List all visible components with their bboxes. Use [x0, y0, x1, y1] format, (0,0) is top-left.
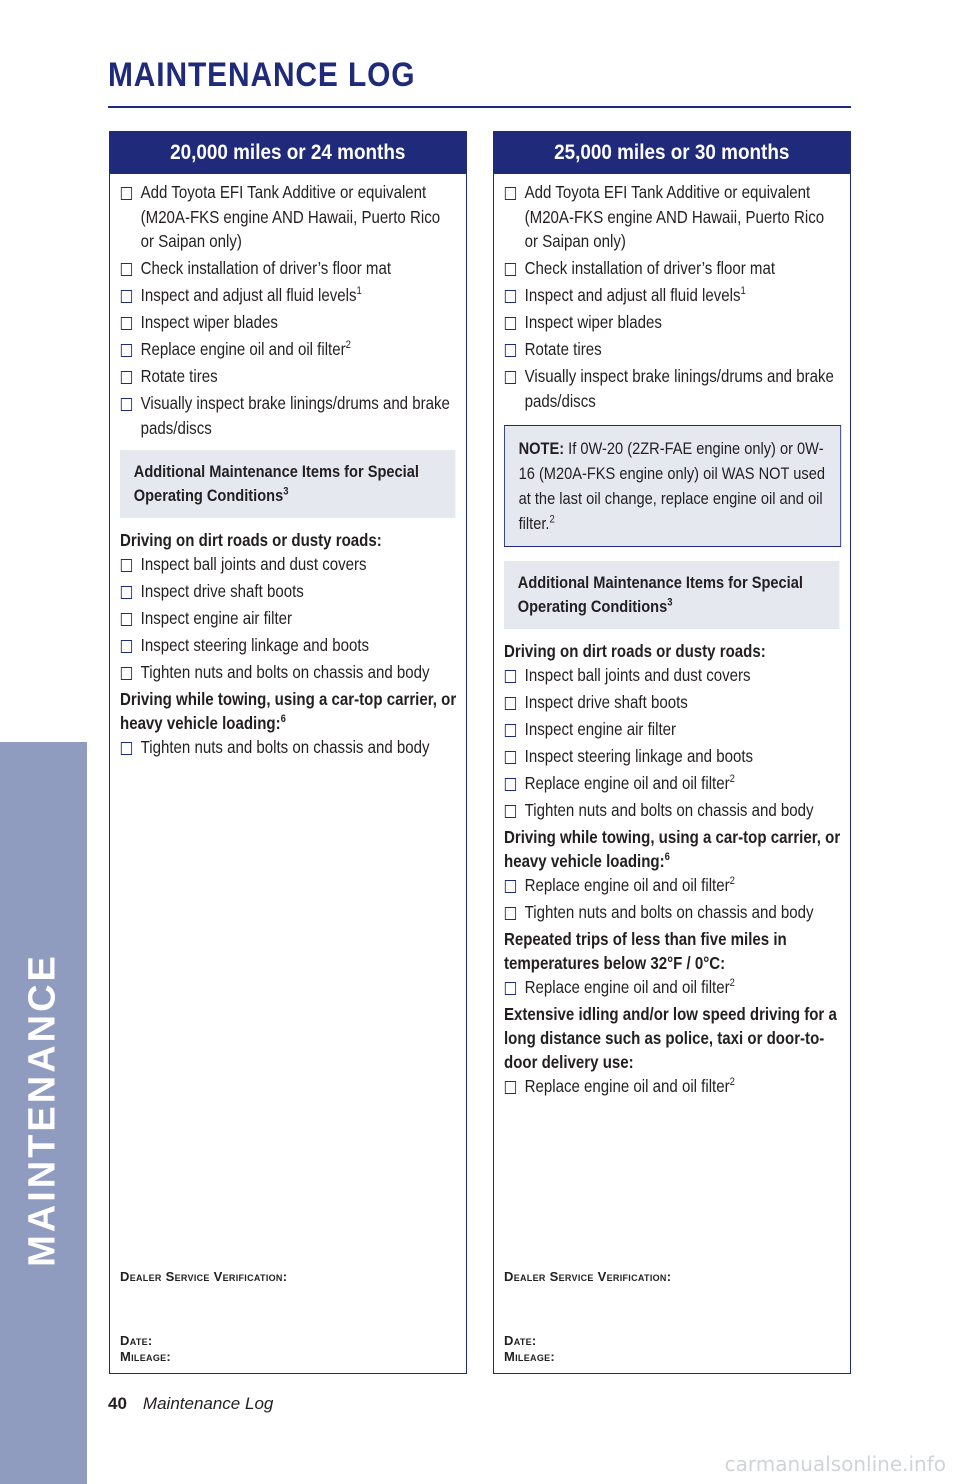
task-label: Rotate tires: [140, 366, 218, 386]
task-label: Inspect ball joints and dust covers: [524, 665, 751, 685]
task-label: Inspect engine air filter: [140, 608, 293, 628]
task-label: Rotate tires: [524, 339, 602, 359]
checkbox[interactable]: [121, 559, 132, 572]
footer-section-label: Maintenance Log: [142, 1394, 274, 1413]
checklist-item: [120, 256, 457, 281]
checkbox[interactable]: [505, 290, 516, 303]
checkbox[interactable]: [121, 263, 132, 276]
task-label: Tighten nuts and bolts on chassis and body: [140, 737, 430, 757]
task-label: Inspect ball joints and dust covers: [140, 554, 367, 574]
special-conditions-panel: [120, 450, 455, 518]
special-conditions-title: Additional Maintenance Items for Special Operating Conditions: [517, 573, 803, 616]
checkbox[interactable]: [505, 982, 516, 995]
checklist-item: [504, 798, 841, 823]
condition-heading-towing: [120, 687, 457, 735]
note-text: If 0W-20 (2ZR-FAE engine only) or 0W-16 (M20A-FKS engine only) oil WAS NOT used at the last oil change, replace engine oil and oil filter.: [518, 439, 825, 533]
checkbox[interactable]: [505, 187, 516, 200]
checkbox[interactable]: [505, 697, 516, 710]
checkbox[interactable]: [505, 751, 516, 764]
checklist-item: [504, 1074, 841, 1099]
card-header: [110, 132, 466, 174]
task-label: Inspect engine air filter: [524, 719, 677, 739]
service-card-25000: [493, 131, 851, 1374]
footnote-ref: 6: [664, 851, 670, 864]
checkbox[interactable]: [121, 613, 132, 626]
checklist-item: [120, 364, 457, 389]
checklist-item: [504, 771, 841, 796]
date-label: Date:: [120, 1333, 153, 1348]
task-label: Replace engine oil and oil filter: [524, 875, 730, 895]
dealer-verification-label: Dealer Service Verification:: [120, 1269, 288, 1284]
checklist-item: [120, 180, 457, 254]
special-conditions-title: Additional Maintenance Items for Special Operating Conditions: [133, 462, 419, 505]
card-header-label: 25,000 miles or 30 months: [554, 141, 790, 164]
service-card-20000: [109, 131, 467, 1374]
footnote-ref: 2: [345, 339, 351, 352]
mileage-label: Mileage:: [120, 1349, 172, 1364]
card-header-label: 20,000 miles or 24 months: [170, 141, 406, 164]
footnote-ref: 2: [729, 1076, 735, 1089]
checklist-item: [120, 310, 457, 335]
checkbox[interactable]: [505, 317, 516, 330]
checklist-item: [504, 900, 841, 925]
task-label: Replace engine oil and oil filter: [524, 773, 730, 793]
special-conditions-panel: [504, 561, 839, 629]
checkbox[interactable]: [121, 371, 132, 384]
checklist-item: [504, 310, 841, 335]
checklist-item: [504, 663, 841, 688]
oil-note-panel: [504, 425, 841, 547]
footnote-ref: 2: [549, 513, 555, 526]
checkbox[interactable]: [505, 371, 516, 384]
dealer-verification-label: Dealer Service Verification:: [504, 1269, 672, 1284]
checkbox[interactable]: [505, 670, 516, 683]
footnote-ref: 2: [729, 977, 735, 990]
task-label: Check installation of driver’s floor mat: [140, 258, 392, 278]
side-section-tab-label: MAINTENANCE: [21, 953, 64, 1267]
task-label: Inspect wiper blades: [140, 312, 278, 332]
checkbox[interactable]: [121, 742, 132, 755]
checklist-item: [504, 337, 841, 362]
checklist-item: [504, 717, 841, 742]
checkbox[interactable]: [505, 344, 516, 357]
footnote-ref: 1: [356, 285, 362, 298]
condition-heading-dirt-roads: Driving on dirt roads or dusty roads:: [504, 641, 766, 661]
task-label: Check installation of driver’s floor mat: [524, 258, 776, 278]
dealer-verification-block: [120, 1269, 287, 1365]
task-label: Add Toyota EFI Tank Additive or equivalent (M20A-FKS engine AND Hawaii, Puerto Rico or Saipan only): [140, 182, 441, 251]
checklist-item: [120, 579, 457, 604]
checkbox[interactable]: [505, 263, 516, 276]
checklist-item: [120, 606, 457, 631]
checklist-item: [504, 180, 841, 254]
checklist-item: [504, 364, 841, 413]
checkbox[interactable]: [121, 187, 132, 200]
task-label: Replace engine oil and oil filter: [524, 1076, 730, 1096]
checkbox[interactable]: [505, 1081, 516, 1094]
checkbox[interactable]: [121, 640, 132, 653]
checklist-item: [120, 552, 457, 577]
condition-heading-dirt-roads: Driving on dirt roads or dusty roads:: [120, 530, 382, 550]
task-label: Visually inspect brake linings/drums and brake pads/discs: [140, 393, 450, 438]
checklist-item: [120, 283, 457, 308]
checklist-item: [504, 744, 841, 769]
checklist-item: [504, 873, 841, 898]
task-label: Inspect steering linkage and boots: [524, 746, 754, 766]
checkbox[interactable]: [505, 805, 516, 818]
checkbox[interactable]: [121, 398, 132, 411]
checkbox[interactable]: [505, 724, 516, 737]
task-label: Replace engine oil and oil filter: [140, 339, 346, 359]
page-number: 40: [108, 1394, 127, 1413]
mileage-label: Mileage:: [504, 1349, 556, 1364]
condition-heading-short-trips: Repeated trips of less than five miles in temperatures below 32°F / 0°C:: [504, 929, 787, 973]
footnote-ref: 6: [280, 713, 286, 726]
task-label: Inspect steering linkage and boots: [140, 635, 370, 655]
task-label: Inspect drive shaft boots: [140, 581, 304, 601]
task-label: Inspect and adjust all fluid levels: [524, 285, 741, 305]
checklist-item: [504, 975, 841, 1000]
card-body: [110, 174, 466, 760]
date-label: Date:: [504, 1333, 537, 1348]
card-body: [494, 174, 850, 1099]
checklist-item: [504, 283, 841, 308]
condition-heading-idling: Extensive idling and/or low speed driving for a long distance such as police, taxi or door-to-door delivery use:: [504, 1004, 837, 1072]
dealer-verification-block: [504, 1269, 671, 1365]
footnote-ref: 2: [729, 875, 735, 888]
task-label: Tighten nuts and bolts on chassis and body: [524, 902, 814, 922]
task-label: Replace engine oil and oil filter: [524, 977, 730, 997]
footnote-ref: 1: [740, 285, 746, 298]
task-label: Inspect drive shaft boots: [524, 692, 688, 712]
checkbox[interactable]: [121, 290, 132, 303]
checkbox[interactable]: [505, 907, 516, 920]
checklist-item: [120, 633, 457, 658]
heading-text: Driving while towing, using a car-top carrier, or heavy vehicle loading:: [504, 827, 841, 871]
page-footer: [108, 1394, 273, 1414]
checklist-item: [504, 690, 841, 715]
footnote-ref: 3: [667, 596, 673, 609]
condition-heading-towing: [504, 825, 841, 873]
task-label: Inspect and adjust all fluid levels: [140, 285, 357, 305]
checklist-item: [504, 256, 841, 281]
task-label: Visually inspect brake linings/drums and brake pads/discs: [524, 366, 834, 411]
checkbox[interactable]: [505, 778, 516, 791]
page-title: MAINTENANCE LOG: [108, 56, 416, 94]
task-label: Inspect wiper blades: [524, 312, 662, 332]
task-label: Add Toyota EFI Tank Additive or equivalent (M20A-FKS engine AND Hawaii, Puerto Rico or Saipan only): [524, 182, 825, 251]
heading-text: Driving while towing, using a car-top carrier, or heavy vehicle loading:: [120, 689, 457, 733]
checklist-item: [120, 735, 457, 760]
checkbox[interactable]: [505, 880, 516, 893]
task-label: Tighten nuts and bolts on chassis and body: [524, 800, 814, 820]
watermark: carmanualsonline.info: [724, 1452, 946, 1476]
checkbox[interactable]: [121, 317, 132, 330]
checklist-item: [120, 337, 457, 362]
footnote-ref: 3: [283, 485, 289, 498]
checkbox[interactable]: [121, 344, 132, 357]
checkbox[interactable]: [121, 667, 132, 680]
task-label: Tighten nuts and bolts on chassis and body: [140, 662, 430, 682]
checklist-item: [120, 660, 457, 685]
title-divider: [108, 106, 851, 108]
note-label: NOTE:: [518, 439, 565, 458]
checkbox[interactable]: [121, 586, 132, 599]
card-header: [494, 132, 850, 174]
footnote-ref: 2: [729, 773, 735, 786]
checklist-item: [120, 391, 457, 440]
